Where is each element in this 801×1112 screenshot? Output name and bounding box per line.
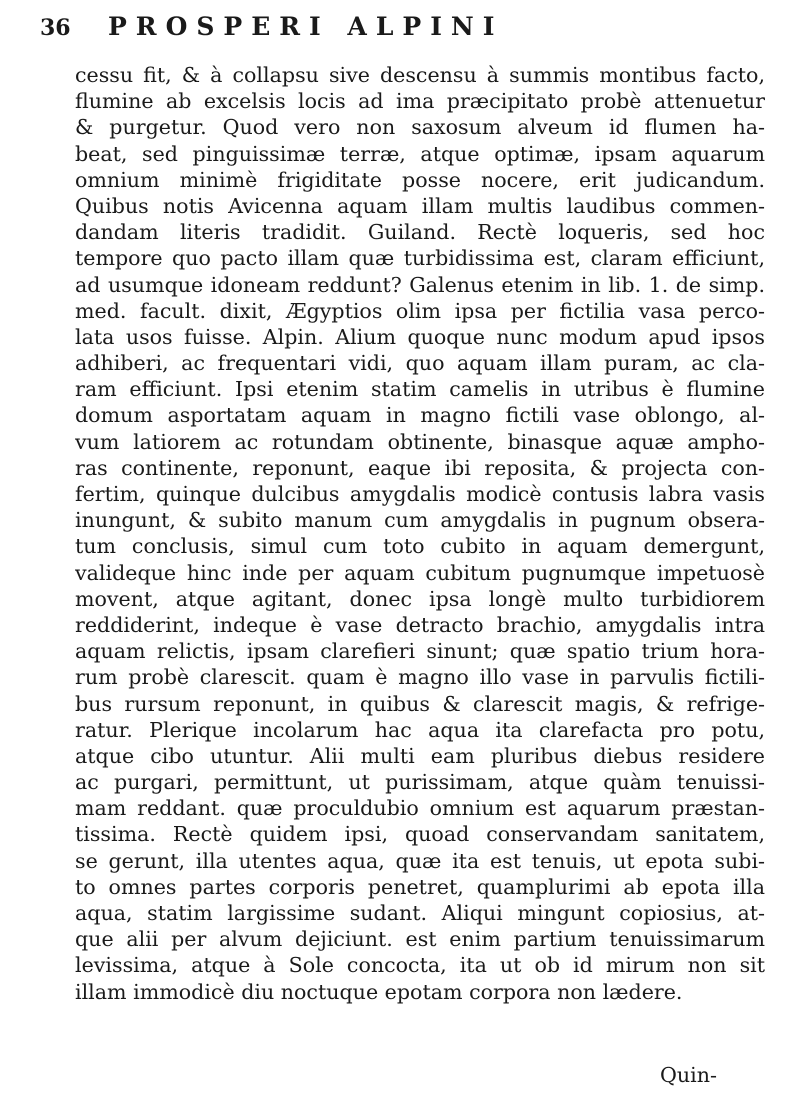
body-text <box>75 62 765 1005</box>
text-line: valideque hinc inde per aquam cubitum pugnumque impetuosè <box>75 560 765 585</box>
text-line: ac purgari, permittunt, ut purissimam, atque quàm tenuissi- <box>75 770 765 795</box>
text-line: bus rursum reponunt, in quibus & clarescit magis, & refrige- <box>75 691 765 716</box>
text-line: domum asportatam aquam in magno fictili vase oblongo, al- <box>75 403 765 428</box>
page-header <box>40 12 760 52</box>
text-line: ras continente, reponunt, eaque ibi reposita, & projecta con- <box>75 455 765 480</box>
text-line: Quibus notis Avicenna aquam illam multis laudibus commen- <box>75 193 765 218</box>
text-line: movent, atque agitant, donec ipsa longè multo turbidiorem <box>75 586 765 611</box>
text-line: beat, sed pinguissimæ terræ, atque optimæ, ipsam aquarum <box>75 141 765 166</box>
text-line: med. facult. dixit, Ægyptios olim ipsa per fictilia vasa perco- <box>75 298 765 323</box>
text-line: omnium minimè frigiditate posse nocere, erit judicandum. <box>75 167 765 192</box>
text-line: ad usumque idoneam reddunt? Galenus etenim in lib. 1. de simp. <box>75 272 765 297</box>
text-line: ram efficiunt. Ipsi etenim statim camelis in utribus è flumine <box>75 377 765 402</box>
text-line: dandam literis tradidit. Guiland. Rectè loqueris, sed hoc <box>75 220 765 245</box>
text-line: tempore quo pacto illam quæ turbidissima est, claram efficiunt, <box>75 246 765 271</box>
text-line: to omnes partes corporis penetret, quamplurimi ab epota illa <box>75 874 765 899</box>
text-line: tissima. Rectè quidem ipsi, quoad conservandam sanitatem, <box>75 822 765 847</box>
text-line: & purgetur. Quod vero non saxosum alveum id flumen ha- <box>75 115 765 140</box>
text-line: lata usos fuisse. Alpin. Alium quoque nunc modum apud ipsos <box>75 324 765 349</box>
page-number: 36 <box>40 15 71 41</box>
text-line: flumine ab excelsis locis ad ima præcipitato probè attenuetur <box>75 89 765 114</box>
text-line: mam reddant. quæ proculdubio omnium est aquarum præstan- <box>75 796 765 821</box>
text-line: que alii per alvum dejiciunt. est enim partium tenuissimarum <box>75 927 765 952</box>
text-line: rum probè clarescit. quam è magno illo vase in parvulis fictili- <box>75 665 765 690</box>
text-line: adhiberi, ac frequentari vidi, quo aquam illam puram, ac cla- <box>75 351 765 376</box>
catchword: Quin- <box>660 1063 717 1087</box>
running-head: PROSPERI ALPINI <box>108 12 504 41</box>
text-line: illam immodicè diu noctuque epotam corpora non lædere. <box>75 979 683 1004</box>
text-line: tum conclusis, simul cum toto cubito in aquam demergunt, <box>75 534 765 559</box>
text-line: vum latiorem ac rotundam obtinente, binasque aquæ ampho- <box>75 429 765 454</box>
text-line: cessu fit, & à collapsu sive descensu à summis montibus facto, <box>75 63 765 87</box>
text-line: fertim, quinque dulcibus amygdalis modicè contusis labra vasis <box>75 482 765 506</box>
text-line: se gerunt, illa utentes aqua, quæ ita est tenuis, ut epota subi- <box>75 848 765 873</box>
text-line: ratur. Plerique incolarum hac aqua ita clarefacta pro potu, <box>75 717 765 742</box>
text-line: aqua, statim largissime sudant. Aliqui mingunt copiosius, at- <box>75 901 765 925</box>
text-line: inungunt, & subito manum cum amygdalis in pugnum obsera- <box>75 508 765 533</box>
text-line: atque cibo utuntur. Alii multi eam pluribus diebus residere <box>75 743 765 768</box>
text-line: reddiderint, indeque è vase detracto brachio, amygdalis intra <box>75 612 765 637</box>
text-line: aquam relictis, ipsam clarefieri sinunt; quæ spatio trium hora- <box>75 639 765 664</box>
text-line: levissima, atque à Sole concocta, ita ut ob id mirum non sit <box>75 953 765 978</box>
